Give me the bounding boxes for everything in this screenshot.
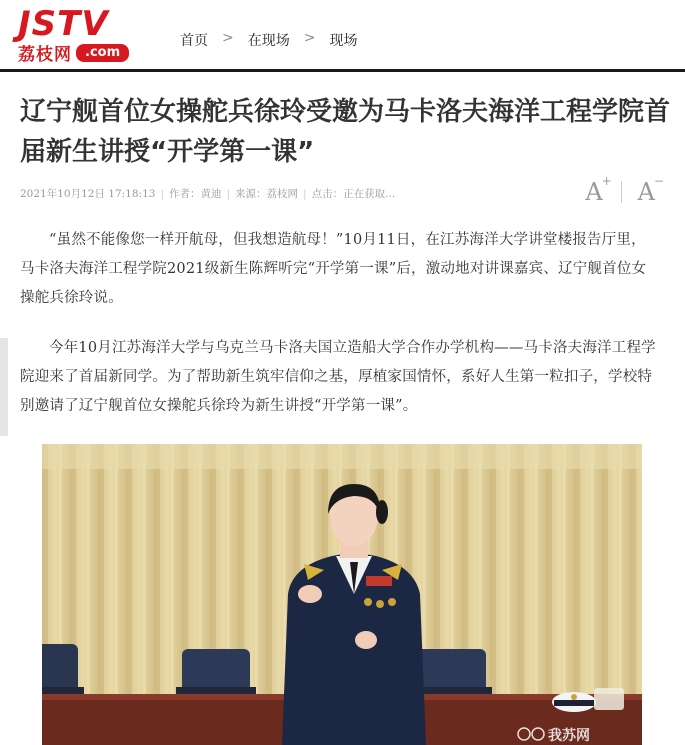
font-size-controls <box>585 174 664 206</box>
font-increase-button[interactable] <box>585 174 612 206</box>
site-header <box>0 0 685 72</box>
article-clicks: 点击：正在获取... <box>311 188 396 200</box>
logo-lizhi-text: 荔枝网 <box>18 45 72 65</box>
font-decrease-letter: A <box>637 178 655 206</box>
article-paragraph-2: 今年10月江苏海洋大学与乌克兰马卡洛夫国立造船大学合作办学机构——马卡洛夫海洋工程学院迎来了首届新同学。为了帮助新生筑牢信仰之基，厚植家国情怀，系好人生第一粒扣子，学校特别邀请了辽宁舰首位女操舵兵徐玲为新生讲授“开学第一课”。 <box>20 340 656 414</box>
breadcrumb-onsite-link[interactable]: 在现场 <box>247 33 290 49</box>
photo-illustration <box>42 444 642 745</box>
naval-cap <box>552 692 596 712</box>
meta-divider: | <box>226 187 231 200</box>
breadcrumb-live-link[interactable]: 现场 <box>329 33 358 49</box>
meta-divider: | <box>160 187 164 200</box>
font-controls-divider <box>621 181 622 203</box>
meta-divider: | <box>303 187 307 200</box>
article-author: 作者：黄迪 <box>169 188 222 200</box>
logo-jstv-text: JSTV <box>18 4 109 44</box>
breadcrumb-home-link[interactable]: 首页 <box>180 33 208 49</box>
font-decrease-sign: − <box>653 174 664 188</box>
article-photo <box>42 444 642 745</box>
article-paragraph-1: “虽然不能像您一样开航母，但我想造航母！”10月11日，在江苏海洋大学讲堂楼报告厅里，马卡洛夫海洋工程学院2021级新生陈辉听完“开学第一课”后，激动地对讲课嘉宾、辽宁舰首位女操舵兵徐玲说。 <box>20 232 647 306</box>
side-scroll-indicator[interactable] <box>0 338 8 436</box>
font-decrease-button[interactable] <box>637 174 664 206</box>
article-title: 辽宁舰首位女操舵兵徐玲受邀为马卡洛夫海洋工程学院首届新生讲授“开学第一课” <box>20 97 671 167</box>
article-datetime: 2021年10月12日 17:18:13 <box>20 188 156 200</box>
breadcrumb-separator: > <box>303 30 316 46</box>
watermark-text: 我苏网 <box>548 728 590 744</box>
font-increase-letter: A <box>585 178 603 206</box>
font-increase-sign: + <box>601 174 612 188</box>
breadcrumb-separator: > <box>222 30 234 46</box>
breadcrumb <box>180 30 357 50</box>
logo-bottom-row <box>18 40 158 65</box>
article-meta <box>20 186 395 201</box>
site-logo[interactable] <box>18 6 158 64</box>
article-source: 来源：荔枝网 <box>235 188 299 200</box>
logo-domain-badge: .com <box>76 44 129 62</box>
